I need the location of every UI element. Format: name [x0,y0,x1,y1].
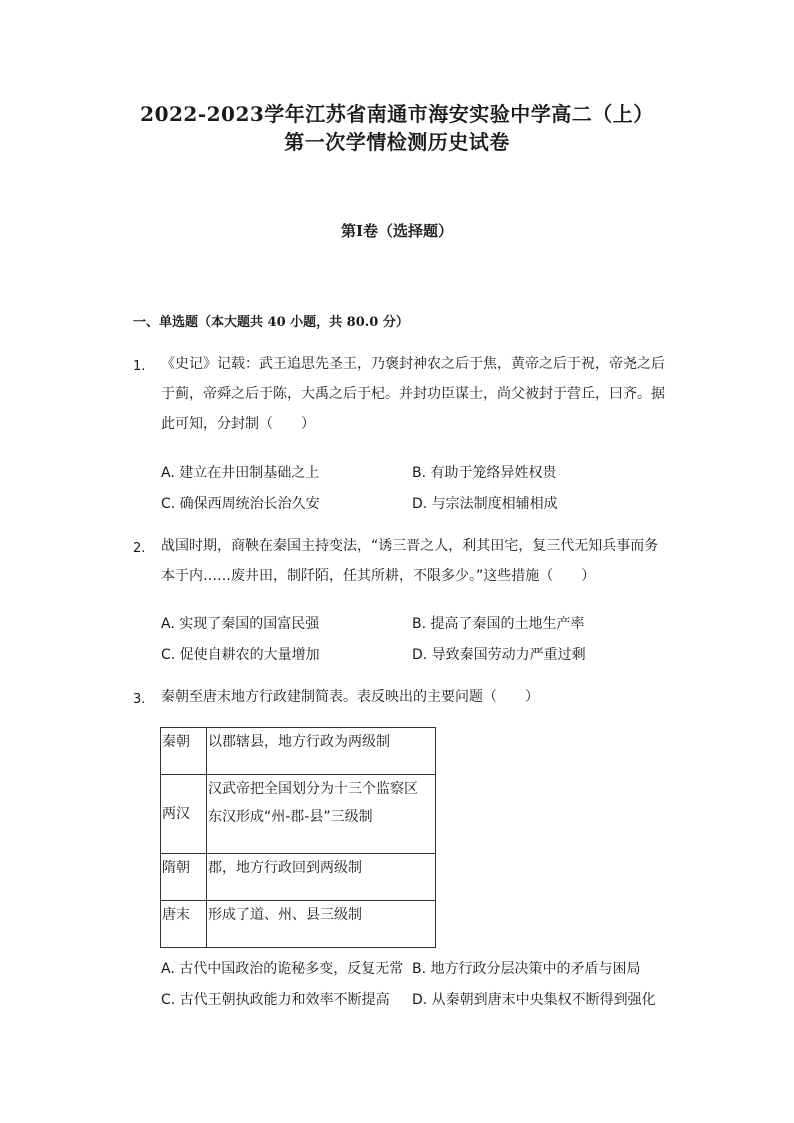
exam-title-line2: 第一次学情检测历史试卷 [284,130,510,154]
content-cell [207,901,436,948]
question-3-option-c[interactable]: C. 古代王朝执政能力和效率不断提高 [161,992,390,1008]
question-3-line: 秦朝至唐末地方行政建制简表。表反映出的主要问题（ ） [161,689,539,705]
table-row [161,775,436,854]
admin-system-table [160,727,436,948]
question-2-option-b[interactable]: B. 提高了秦国的土地生产率 [412,616,585,632]
question-2-line: 本于内……废井田，制阡陌，任其所耕，不限多少。”这些措施（ ） [161,568,596,584]
question-1-line: 此可知，分封制（ ） [161,416,315,432]
question-2-stem [161,531,666,591]
question-1-option-a[interactable]: A. 建立在井田制基础之上 [161,465,320,481]
dynasty-cell: 两汉 [161,775,207,854]
content-line: 郡，地方行政回到两级制 [208,860,362,876]
question-1-option-d[interactable]: D. 与宗法制度相辅相成 [412,496,558,512]
question-1-option-c[interactable]: C. 确保西周统治长治久安 [161,496,320,512]
question-2-option-a[interactable]: A. 实现了秦国的国富民强 [161,616,320,632]
content-line: 东汉形成“州-郡-县”三级制 [208,809,373,825]
section-heading: 一、单选题（本大题共 40 小题，共 80.0 分） [133,315,409,330]
question-1-stem [161,349,666,439]
question-2-line: 战国时期，商鞅在秦国主持变法，“诱三晋之人，利其田宅，复三代无知兵事而务 [161,538,659,554]
table-row [161,901,436,948]
content-cell [207,728,436,775]
question-2-option-c[interactable]: C. 促使自耕农的大量增加 [161,647,320,663]
question-1-number: 1. [133,359,146,374]
table-row [161,728,436,775]
content-cell [207,854,436,901]
question-3-number: 3. [133,692,146,707]
question-3-option-d[interactable]: D. 从秦朝到唐末中央集权不断得到强化 [412,992,656,1008]
content-line: 形成了道、州、县三级制 [208,907,362,923]
content-line: 汉武帝把全国划分为十三个监察区 [208,781,418,797]
question-3-option-b[interactable]: B. 地方行政分层决策中的矛盾与困局 [412,961,641,977]
question-1-option-b[interactable]: B. 有助于笼络异姓权贵 [412,465,557,481]
exam-title-line1: 2022-2023学年江苏省南通市海安实验中学高二（上） [140,102,654,126]
question-3-stem [161,682,666,712]
content-cell [207,775,436,854]
dynasty-cell: 秦朝 [161,728,207,775]
dynasty-cell: 唐末 [161,901,207,948]
table-row [161,854,436,901]
question-1-line: 《史记》记载：武王追思先圣王，乃褒封神农之后于焦，黄帝之后于祝，帝尧之后 [161,356,665,372]
content-line: 以郡辖县，地方行政为两级制 [208,734,390,750]
question-1-line: 于蓟，帝舜之后于陈，大禹之后于杞。并封功臣谋士，尚父被封于营丘，曰齐。据 [161,386,665,402]
question-2-number: 2. [133,541,146,556]
question-2-option-d[interactable]: D. 导致秦国劳动力严重过剩 [412,647,586,663]
dynasty-cell: 隋朝 [161,854,207,901]
question-3-option-a[interactable]: A. 古代中国政治的诡秘多变，反复无常 [161,961,404,977]
volume-heading: 第Ⅰ卷（选择题） [340,222,454,240]
